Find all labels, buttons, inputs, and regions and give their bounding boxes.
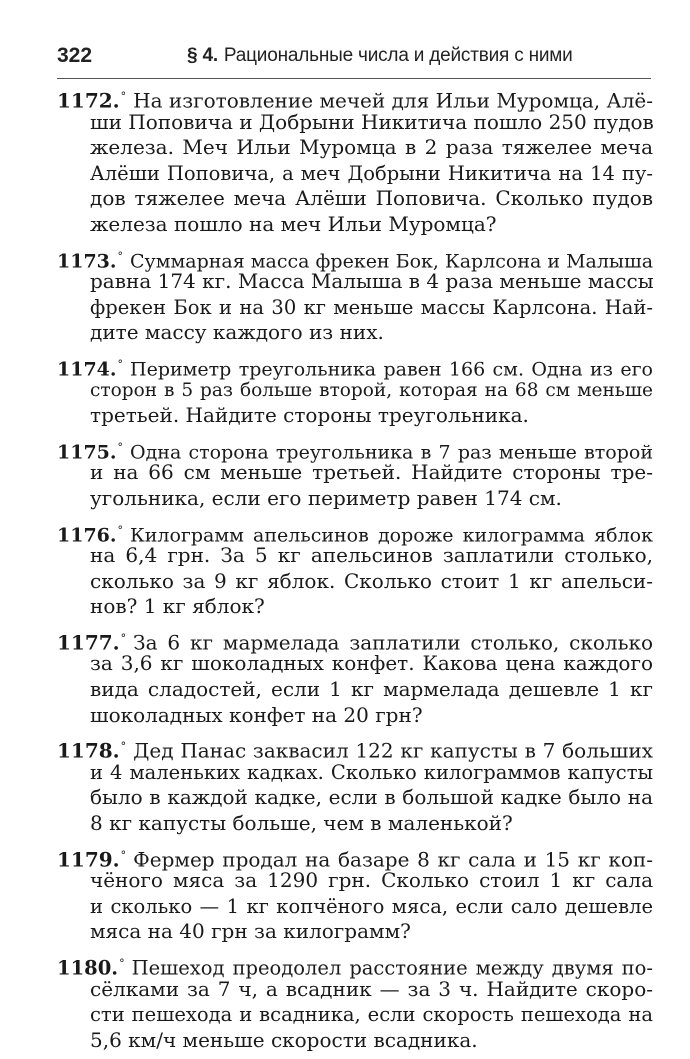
problem-text-line [57,951,653,980]
problem-text-line [57,403,653,429]
problem-text: сторон в 5 раз больше второй, которая на 68 см меньше [90,379,653,401]
problem-text-line [57,110,653,136]
problem-text-line [57,785,653,811]
problem-text: фрекен Бок и на 30 кг меньше массы Карлсона. Най- [90,295,653,319]
problem-text: 5,6 км/ч меньше скорости всадника. [90,1027,478,1052]
problem-text-line [57,84,653,113]
problem-text: угольника, если его периметр равен 174 см. [90,485,562,510]
problem-number: 1176. [57,523,117,546]
problem-text: Алёши Поповича, а меч Добрыни Никитича на 14 пу- [90,161,653,185]
problem-text-line [57,760,653,786]
problem-text: и на 66 см меньше третьей. Найдите стороны тре- [90,460,653,485]
problem-8 [57,843,653,945]
problem-5 [57,518,653,620]
problem-text-line [57,919,653,945]
problem-text: нов? 1 кг яблок? [90,594,265,619]
problem-text: мяса на 40 грн за килограмм? [90,919,411,944]
problem-text: Суммарная масса фрекен Бок, Карлсона и Малыша [130,249,654,272]
problem-text: дите массу каждого из них. [90,320,384,345]
header-divider [57,78,651,79]
problem-text: сти пешехода и всадника, если скорость пешехода на [90,1003,653,1027]
problem-text-line [57,703,653,729]
problem-text-line [57,320,653,346]
page-number: 322 [57,44,93,67]
section-title-block [187,45,573,67]
problem-text: Пешеход преодолел расстояние между двумя по- [131,956,653,980]
problem-text: вида сладостей, если 1 кг мармелада дешевле 1 кг [90,677,653,702]
problem-text-line [57,677,653,703]
difficulty-mark-icon: ° [117,440,123,454]
problem-text: железа пошло на меч Ильи Муромца? [90,211,497,236]
difficulty-mark-icon: ° [117,523,123,537]
problem-text: За 6 кг мармелада заплатили столько, сколько [133,630,653,655]
problem-text: сёлками за 7 ч, а всадник — за 3 ч. Найдите скоро- [90,976,653,1001]
problem-text: Фермер продал на базаре 8 кг сала и 15 кг коп- [133,847,653,872]
problem-text: третьей. Найдите стороны треугольника. [90,403,529,428]
problem-text: на 6,4 грн. За 5 кг апельсинов заплатили столько, [90,543,653,568]
problem-text: было в каждой кадке, если в большой кадке было на [90,785,653,810]
problem-text: чёного мяса за 1290 грн. Сколько стоил 1 кг сала [90,868,653,893]
problem-text-line [57,295,653,321]
problem-4 [57,435,653,512]
problem-text-line [57,269,653,295]
problem-1 [57,84,653,238]
problem-text: дов тяжелее меча Алёши Поповича. Сколько пудов [90,186,653,211]
problem-text-line [57,244,653,270]
section-title: Рациональные числа и действия с ними [223,45,573,66]
problem-text: Одна сторона треугольника в 7 раз меньше второй [130,441,653,464]
problem-9 [57,951,653,1053]
problem-text-line [57,594,653,620]
problem-text: железа. Меч Ильи Муромца в 2 раза тяжелее меча [90,135,653,160]
difficulty-mark-icon: ° [117,249,123,263]
problem-text: и сколько — 1 кг копчёного мяса, если сало дешевле [90,894,653,918]
problem-text-line [57,378,653,404]
problem-text: равна 174 кг. Масса Малыша в 4 раза меньше массы [90,269,654,294]
problem-text-line [57,843,653,872]
problem-text: сколько за 9 кг яблок. Сколько стоит 1 кг апельси- [90,568,653,593]
problem-text: шоколадных конфет на 20 грн? [90,702,423,727]
section-mark: § 4. [187,45,218,66]
problem-text-line [57,977,653,1003]
problem-text-line [57,460,653,486]
problem-text: 8 кг капусты больше, чем в маленькой? [90,811,513,836]
problem-text-line [57,186,653,212]
difficulty-mark-icon: ° [119,957,125,970]
problem-number: 1173. [57,249,117,272]
problem-number: 1175. [57,441,117,464]
problem-text-line [57,486,653,512]
difficulty-mark-icon: ° [117,357,123,371]
problem-number: 1172. [57,88,120,113]
problem-text: Килограмм апельсинов дороже килограмма яблок [130,523,653,546]
problem-text: ши Поповича и Добрыни Никитича пошло 250 пудов [90,109,654,134]
problem-2 [57,244,653,346]
problem-text: Дед Панас заквасил 122 кг капусты в 7 больших [133,738,653,763]
problem-text-line [57,135,653,161]
difficulty-mark-icon: ° [120,848,127,862]
problem-text: и 4 маленьких кадках. Сколько килограммов капусты [90,760,653,784]
problem-text-line [57,518,653,544]
problem-text-line [57,811,653,837]
problem-text-line [57,352,653,381]
problem-text: Периметр треугольника равен 166 см. Одна из его [130,358,653,381]
problem-text-line [57,435,653,464]
difficulty-mark-icon: ° [120,90,127,103]
problem-number: 1174. [57,358,117,381]
page-header [57,44,651,74]
problem-6 [57,626,653,728]
problem-text-line [57,868,653,894]
problem-text-line [57,626,653,655]
problem-number: 1177. [57,630,120,655]
problem-text-line [57,1002,653,1028]
problem-text: На изготовление мечей для Ильи Муромца, Алё- [133,88,653,113]
problem-list [57,84,653,1059]
problem-text-line [57,651,653,677]
problem-text-line [57,212,653,238]
problem-3 [57,352,653,429]
problem-text-line [57,569,653,595]
problem-7 [57,734,653,836]
problem-text: за 3,6 кг шоколадных конфет. Какова цена каждого [90,651,653,676]
difficulty-mark-icon: ° [120,740,127,754]
problem-number: 1179. [57,847,120,872]
problem-text-line [57,1028,653,1054]
problem-text-line [57,894,653,920]
problem-text-line [57,543,653,569]
problem-text-line [57,161,653,187]
difficulty-mark-icon: ° [120,631,127,645]
problem-number: 1180. [57,956,119,980]
problem-number: 1178. [57,738,120,763]
problem-text-line [57,734,653,763]
